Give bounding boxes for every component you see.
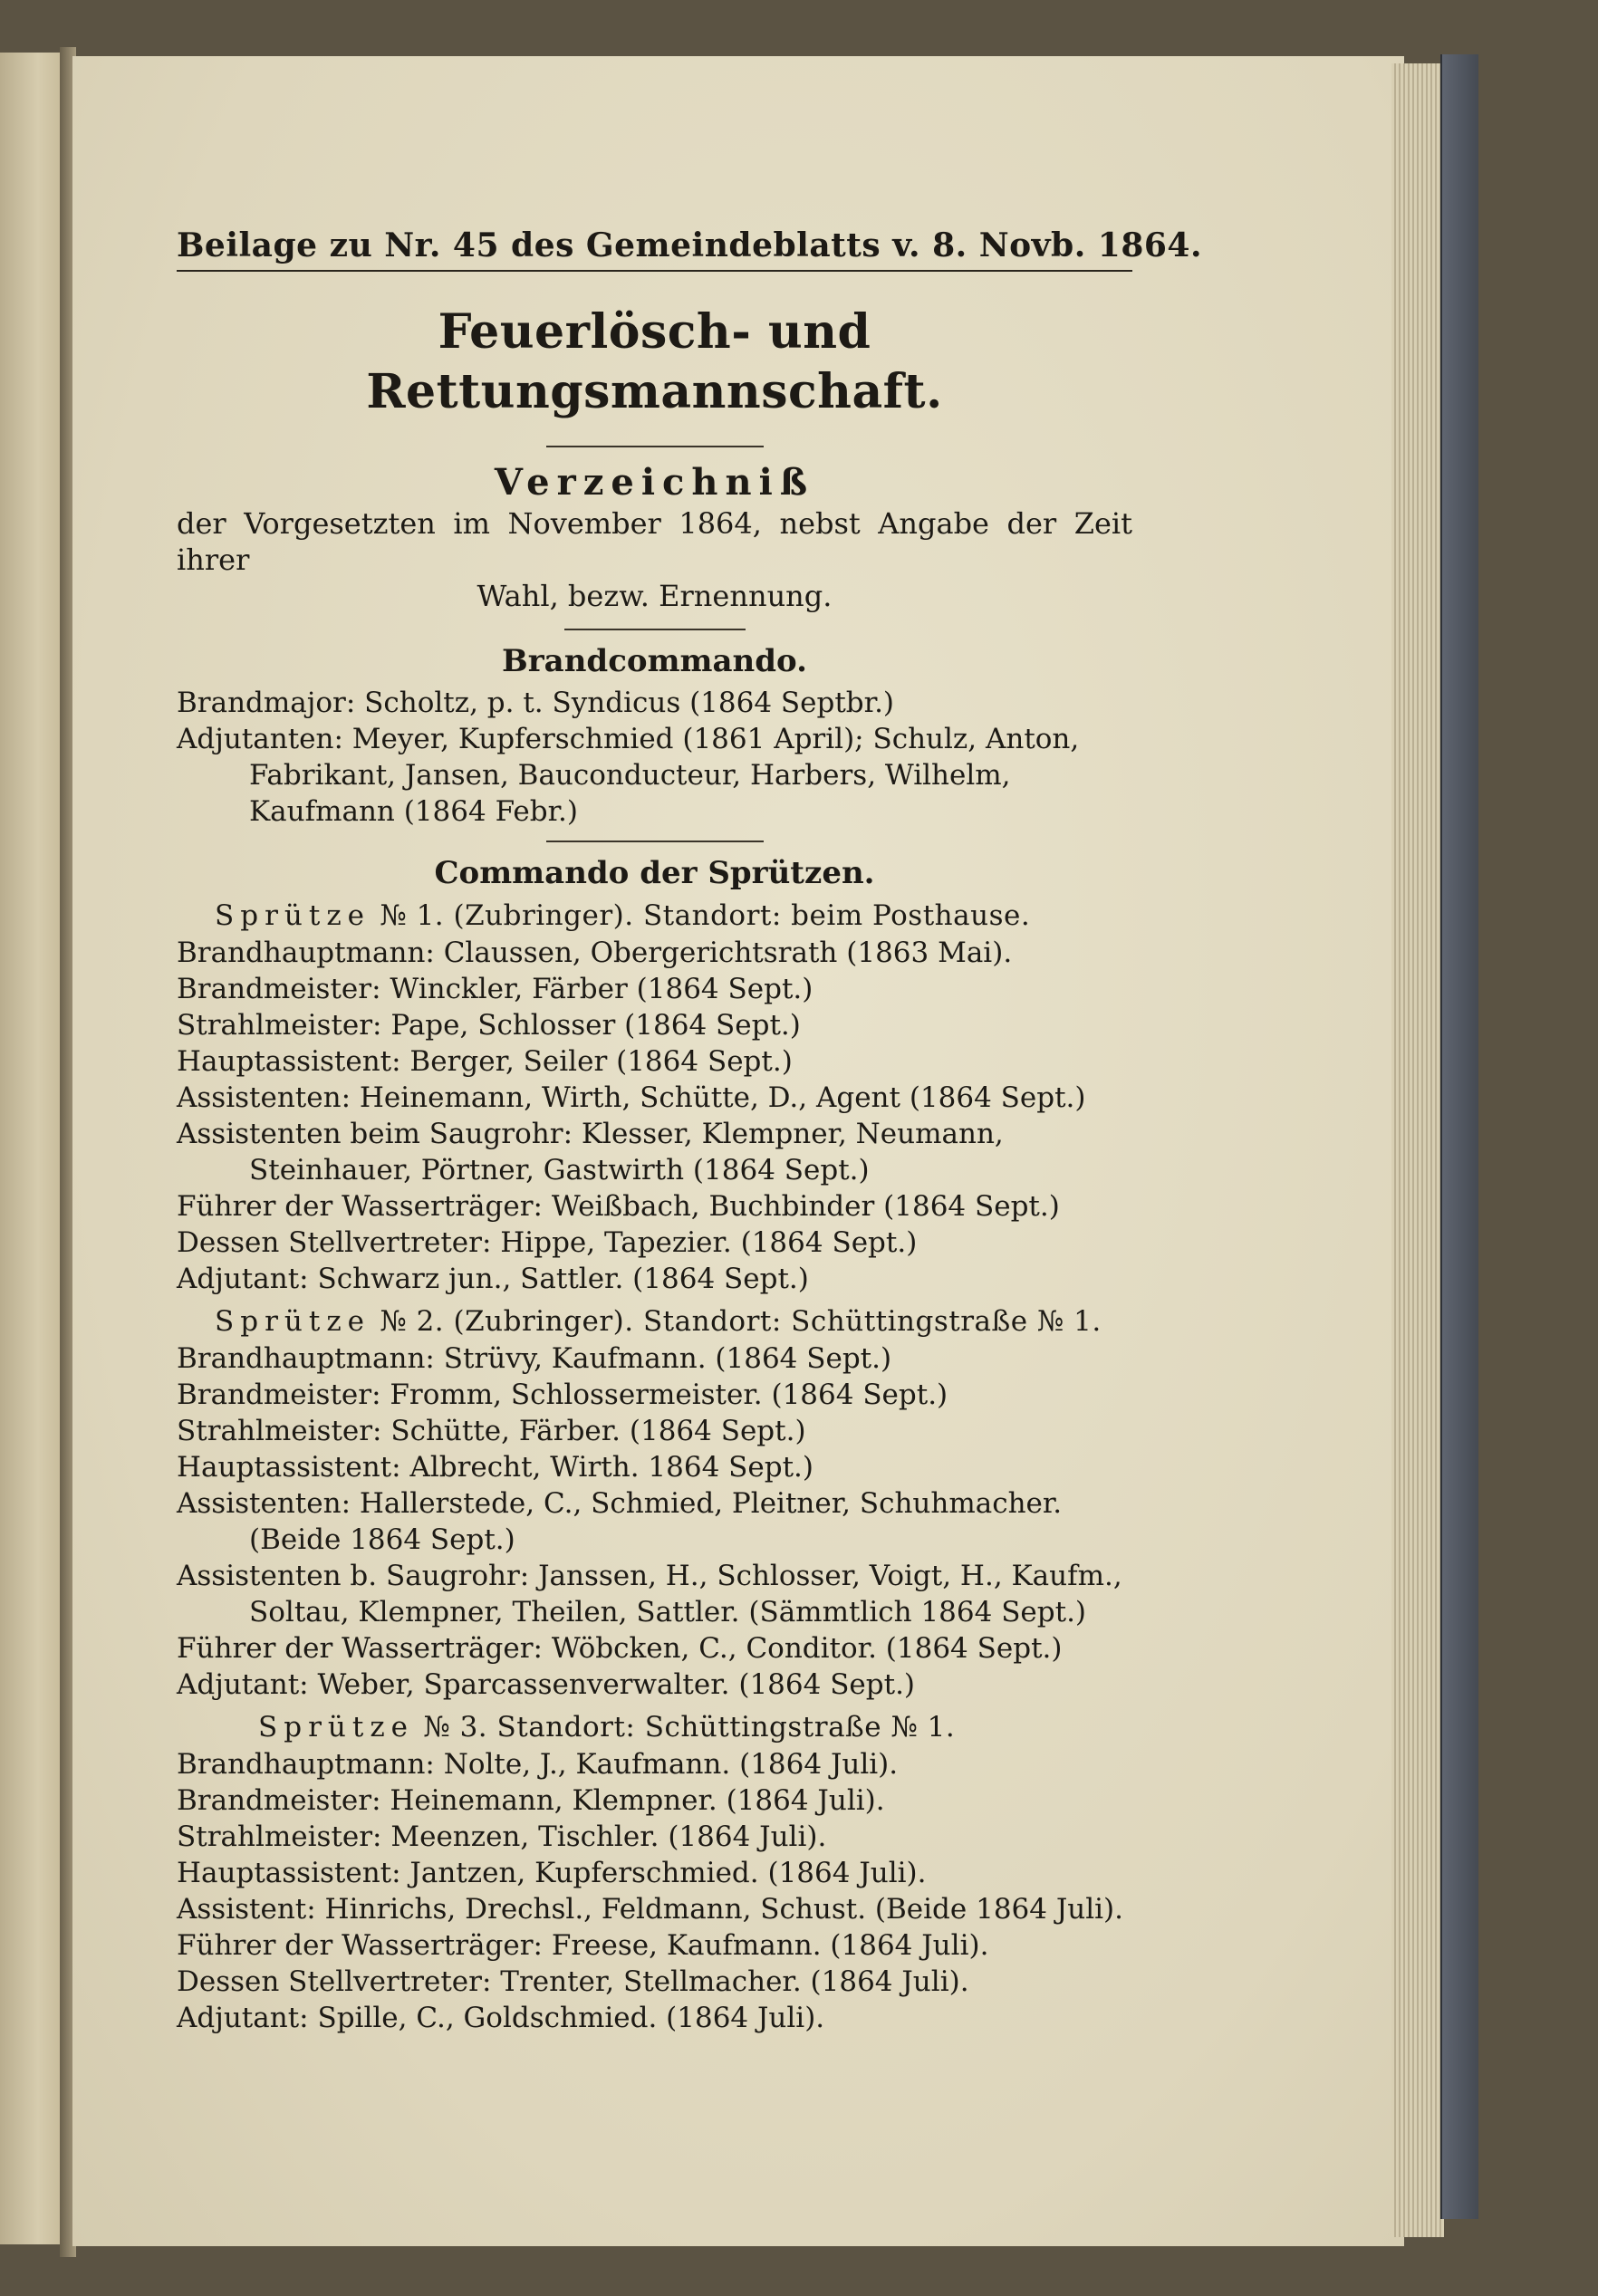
list-item: Brandhauptmann: Claussen, Obergerichtsrath (1863 Mai).: [177, 937, 1013, 969]
list-item: Dessen Stellvertreter: Hippe, Tapezier. (1864 Sept.): [177, 1226, 918, 1259]
list-item: Adjutant: Weber, Sparcassenverwalter. (1864 Sept.): [177, 1668, 916, 1701]
list-item: Assistenten: Heinemann, Wirth, Schütte, D., Agent (1864 Sept.): [177, 1081, 1086, 1114]
list-item: Hauptassistent: Berger, Seiler (1864 Sept.): [177, 1045, 793, 1078]
page-content: [177, 226, 1202, 2036]
subtitle-text-line1: der Vorgesetzten im November 1864, nebst Angabe der Zeit ihrer: [177, 506, 1132, 577]
page-stack-edges: [1391, 63, 1444, 2237]
page-header: Beilage zu Nr. 45 des Gemeindeblatts v. 8. Novb. 1864.: [177, 226, 1132, 272]
divider: [564, 629, 746, 630]
page-title: Feuerlösch- und Rettungsmannschaft.: [366, 304, 943, 419]
section-title-commando: Commando der Sprützen.: [434, 855, 875, 891]
spruetze-number: № 1. (Zubringer). Standort: beim Posthause.: [380, 899, 1031, 932]
list-item: Assistenten beim Saugrohr: Klesser, Klempner, Neumann, Steinhauer, Pörtner, Gastwirth (1864 Sept.): [177, 1118, 1004, 1186]
list-item: Assistenten: Hallerstede, C., Schmied, Pleitner, Schuhmacher. (Beide 1864 Sept.): [177, 1487, 1063, 1556]
spruetze-1-list: [177, 935, 1132, 1297]
list-item: Brandmajor: Scholtz, p. t. Syndicus (1864 Septbr.): [177, 687, 895, 719]
brandcommando-list: [177, 685, 1132, 830]
list-item: Strahlmeister: Meenzen, Tischler. (1864 Juli).: [177, 1820, 827, 1853]
list-item: Assistenten b. Saugrohr: Janssen, H., Schlosser, Voigt, H., Kaufm., Soltau, Klempner, Theilen, Sattler. (Sämmtlich 1864 Sept.): [177, 1560, 1122, 1628]
divider: [546, 446, 764, 447]
spruetze-label: Sprütze: [215, 899, 371, 932]
subtitle: Verzeichniß: [494, 461, 815, 504]
list-item: Führer der Wasserträger: Wöbcken, C., Conditor. (1864 Sept.): [177, 1632, 1063, 1665]
list-item: Hauptassistent: Jantzen, Kupferschmied. (1864 Juli).: [177, 1857, 927, 1889]
spruetze-3-list: [177, 1746, 1132, 2036]
section-title-brandcommando: Brandcommando.: [502, 643, 807, 679]
book-cover-edge: [1440, 54, 1478, 2219]
spruetze-2-heading: [177, 1302, 1132, 1340]
list-item: Strahlmeister: Schütte, Färber. (1864 Sept.): [177, 1415, 806, 1447]
list-item: Strahlmeister: Pape, Schlosser (1864 Sept.): [177, 1009, 801, 1042]
spruetze-2-list: [177, 1340, 1132, 1703]
spruetze-label: Sprütze: [215, 1305, 371, 1338]
list-item: Brandmeister: Fromm, Schlossermeister. (1864 Sept.): [177, 1379, 948, 1411]
list-item: Adjutant: Spille, C., Goldschmied. (1864 Juli).: [177, 2002, 825, 2034]
list-item: Brandmeister: Winckler, Färber (1864 Sept.): [177, 973, 813, 1005]
list-item: Hauptassistent: Albrecht, Wirth. 1864 Sept.): [177, 1451, 813, 1484]
spruetze-label: Sprütze: [258, 1711, 415, 1744]
list-item: Brandmeister: Heinemann, Klempner. (1864 Juli).: [177, 1784, 885, 1817]
divider: [546, 841, 764, 842]
list-item: Führer der Wasserträger: Weißbach, Buchbinder (1864 Sept.): [177, 1190, 1060, 1223]
list-item: Führer der Wasserträger: Freese, Kaufmann. (1864 Juli).: [177, 1929, 989, 1962]
list-item: Adjutanten: Meyer, Kupferschmied (1861 April); Schulz, Anton, Fabrikant, Jansen, Bauconducteur, Harbers, Wilhelm, Kaufmann (1864 Febr.): [177, 723, 1080, 828]
spruetze-number: № 3. Standort: Schüttingstraße № 1.: [423, 1711, 956, 1744]
subtitle-text-line2: Wahl, bezw. Ernennung.: [477, 579, 833, 613]
spruetze-1-heading: [177, 897, 1132, 935]
list-item: Dessen Stellvertreter: Trenter, Stellmacher. (1864 Juli).: [177, 1965, 969, 1998]
left-page-edge: [0, 53, 63, 2244]
list-item: Adjutant: Schwarz jun., Sattler. (1864 Sept.): [177, 1263, 809, 1295]
list-item: Brandhauptmann: Nolte, J., Kaufmann. (1864 Juli).: [177, 1748, 899, 1781]
list-item: Assistent: Hinrichs, Drechsl., Feldmann, Schust. (Beide 1864 Juli).: [177, 1893, 1124, 1926]
spruetze-number: № 2. (Zubringer). Standort: Schüttingstraße № 1.: [380, 1305, 1102, 1338]
spruetze-3-heading: [177, 1708, 1132, 1746]
list-item: Brandhauptmann: Strüvy, Kaufmann. (1864 Sept.): [177, 1342, 892, 1375]
